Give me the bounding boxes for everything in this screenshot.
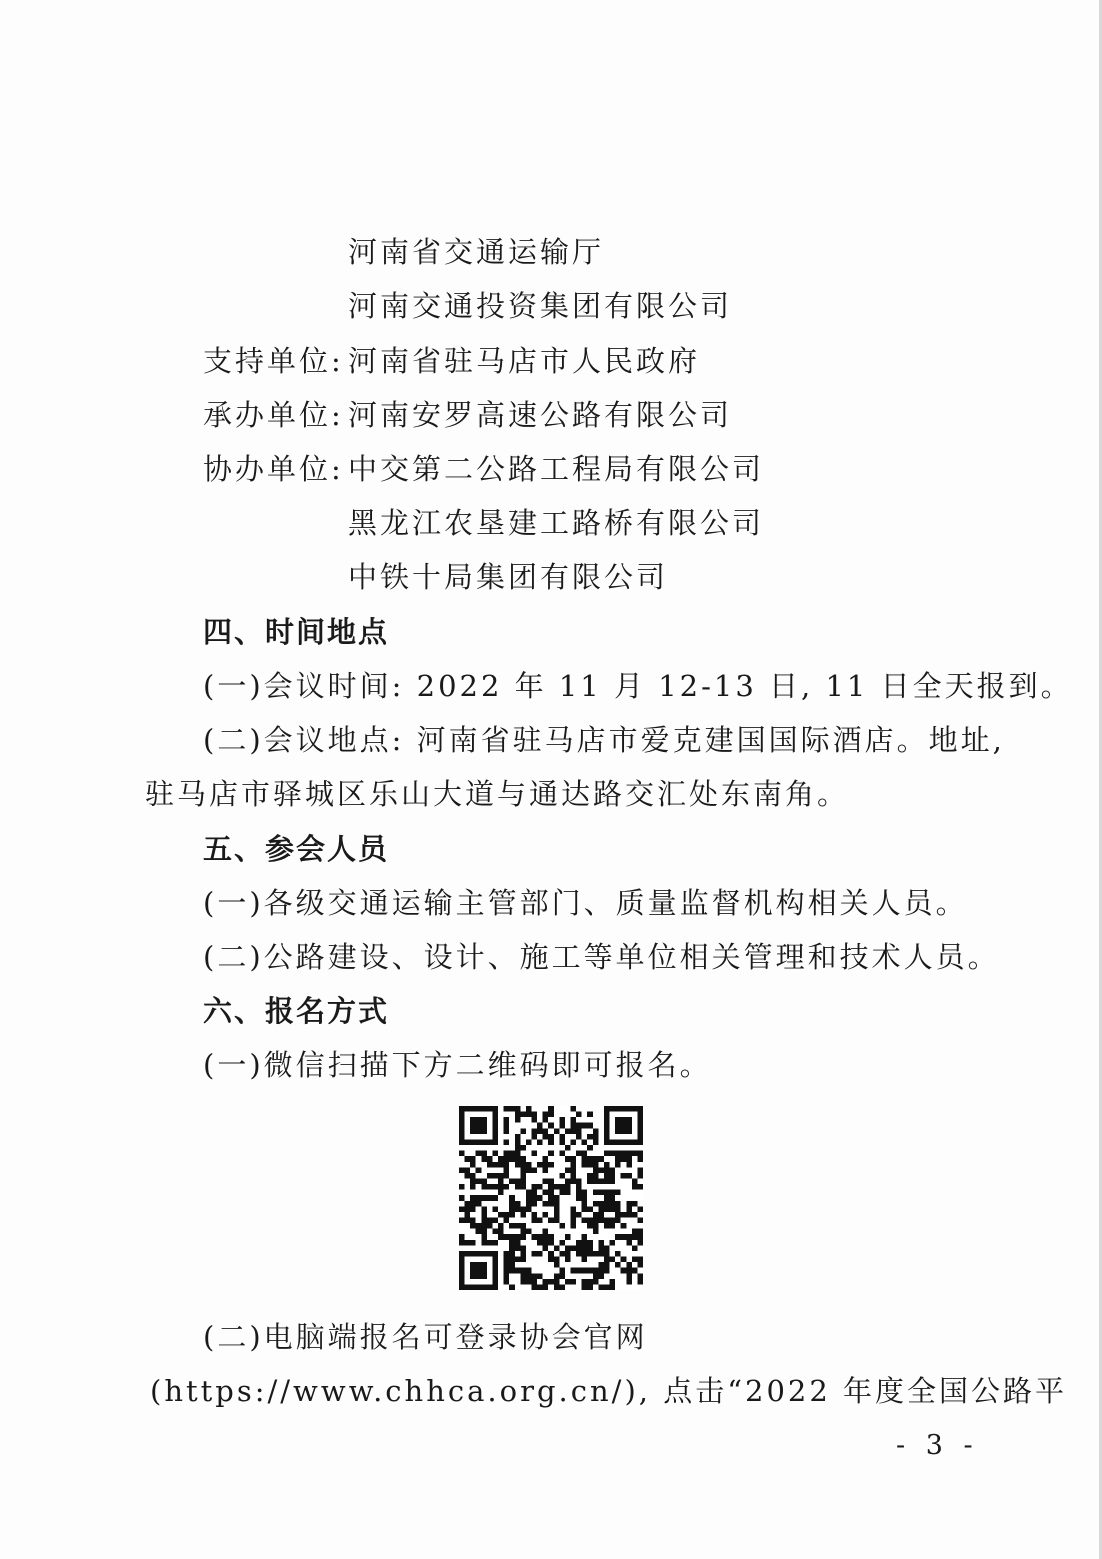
assist-unit-value-1: 中交第二公路工程局有限公司 (348, 452, 765, 486)
attendees-item-2: (二)公路建设、设计、施工等单位相关管理和技术人员。 (203, 940, 1000, 974)
host-unit-value: 河南安罗高速公路有限公司 (348, 398, 733, 432)
section-4-heading: 四、时间地点 (203, 615, 390, 649)
qr-code-icon[interactable] (459, 1106, 643, 1290)
qr-code-graphic (459, 1106, 643, 1290)
registration-wechat: (一)微信扫描下方二维码即可报名。 (203, 1048, 712, 1082)
assist-unit-label: 协办单位: (203, 452, 344, 486)
organizer-line-1: 河南省交通运输厅 (348, 235, 605, 269)
assist-unit-value-3: 中铁十局集团有限公司 (348, 560, 669, 594)
registration-web: (二)电脑端报名可登录协会官网 (203, 1320, 648, 1354)
meeting-venue: (二)会议地点: 河南省驻马店市爱克建国国际酒店。地址, (203, 723, 1005, 757)
support-unit-label: 支持单位: (203, 344, 344, 378)
assist-unit-value-2: 黑龙江农垦建工路桥有限公司 (348, 506, 765, 540)
registration-url-line: (https://www.chhca.org.cn/), 点击“2022 年度全国公路平 (150, 1374, 1068, 1408)
organizer-line-2: 河南交通投资集团有限公司 (348, 289, 733, 323)
attendees-item-1: (一)各级交通运输主管部门、质量监督机构相关人员。 (203, 886, 968, 920)
host-unit-label: 承办单位: (203, 398, 344, 432)
meeting-time: (一)会议时间: 2022 年 11 月 12-13 日, 11 日全天报到。 (203, 669, 1073, 703)
meeting-address: 驻马店市驿城区乐山大道与通达路交汇处东南角。 (145, 777, 850, 811)
section-6-heading: 六、报名方式 (203, 994, 390, 1028)
page-number: - 3 - (896, 1430, 979, 1461)
support-unit-value: 河南省驻马店市人民政府 (348, 344, 701, 378)
section-5-heading: 五、参会人员 (203, 832, 390, 866)
